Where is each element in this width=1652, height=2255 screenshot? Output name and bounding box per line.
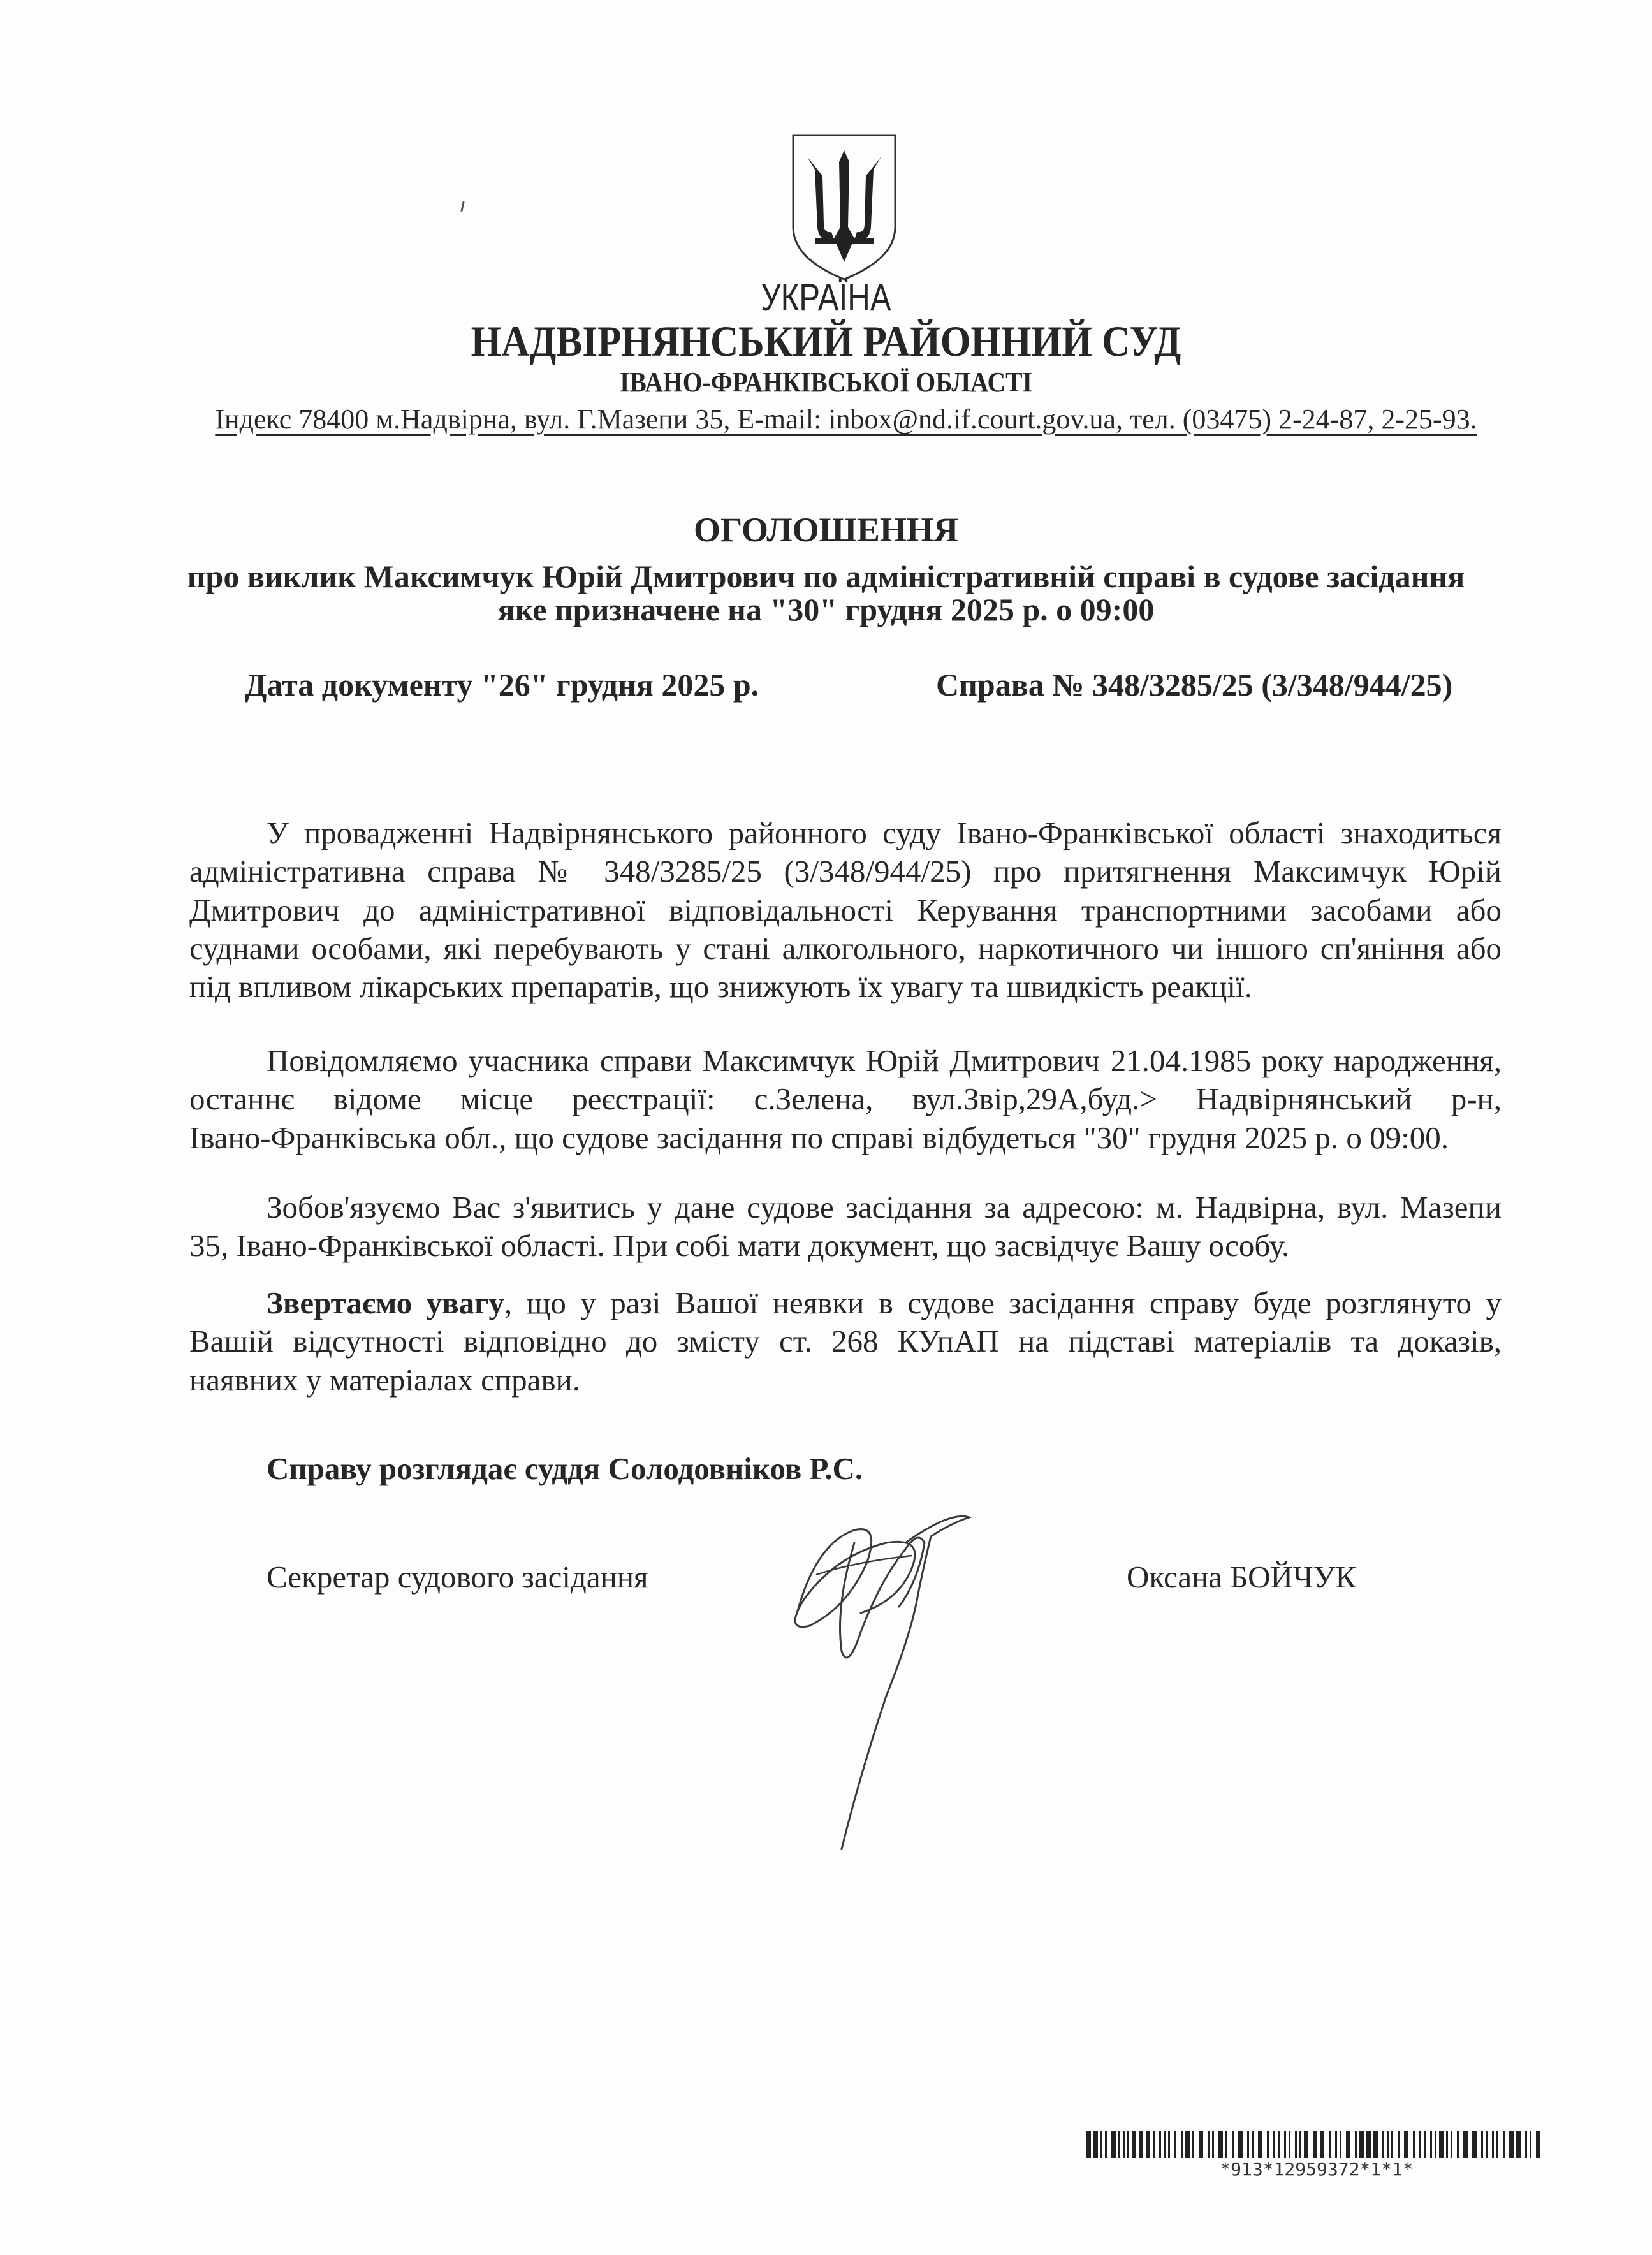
coat-of-arms-trident-icon bbox=[789, 131, 899, 282]
barcode-bar bbox=[1232, 2131, 1234, 2158]
barcode-bar bbox=[1174, 2131, 1176, 2158]
case-number: Справа № 348/3285/25 (3/348/944/25) bbox=[936, 667, 1453, 703]
text-line: суднами особами, які перебувають у стані алкогольного, наркотичного чи іншого сп'яніння або bbox=[189, 930, 1502, 966]
barcode-bar bbox=[1185, 2131, 1190, 2158]
text-line: останнє відоме місце реєстрації: с.Зелена, вул.Звір,29А,буд.> Надвірнянський р-н, bbox=[189, 1081, 1502, 1117]
barcode-bar bbox=[1146, 2131, 1150, 2158]
barcode-bar bbox=[1355, 2131, 1357, 2158]
barcode-bar bbox=[1382, 2131, 1384, 2158]
barcode-bar bbox=[1398, 2131, 1400, 2158]
barcode-bar bbox=[1391, 2131, 1393, 2158]
barcode-bar bbox=[1192, 2131, 1194, 2158]
barcode-bar bbox=[1132, 2131, 1136, 2158]
barcode-bar bbox=[1492, 2131, 1494, 2158]
text-line: адміністративна справа № 348/3285/25 (3/348/944/25) про притягнення Максимчук Юрій bbox=[189, 854, 1502, 889]
barcode-bar bbox=[1430, 2131, 1432, 2158]
announcement-subtitle-2: яке призначене на "30" грудня 2025 р. о 09:00 bbox=[497, 592, 1155, 627]
text-line: У провадженні Надвірнянського районного суду Івано-Франківської області знаходиться bbox=[267, 815, 1502, 850]
paragraph-summons bbox=[189, 1188, 1502, 1266]
barcode-bar bbox=[1123, 2131, 1125, 2158]
text-line: 35, Івано-Франківської області. При собі мати документ, що засвідчує Вашу особу. bbox=[189, 1228, 1290, 1264]
barcode-bar bbox=[1252, 2131, 1254, 2158]
text-line: Повідомляємо учасника справи Максимчук Юрій Дмитрович 21.04.1985 року народження, bbox=[267, 1043, 1502, 1078]
barcode-bar bbox=[1127, 2131, 1129, 2158]
barcode-bar bbox=[1111, 2131, 1116, 2158]
court-address: Індекс 78400 м.Надвірна, вул. Г.Мазепи 35, E-mail: inbox@nd.if.court.gov.ua, тел. (03475) 2-24-87, 2-25-93. bbox=[215, 404, 1477, 435]
signer-role: Секретар судового засідання bbox=[267, 1559, 648, 1595]
barcode-bar bbox=[1530, 2131, 1531, 2158]
barcode-text: *913*12959372*1*1* bbox=[1220, 2159, 1414, 2180]
warning-emphasis: Звертаємо увагу bbox=[267, 1285, 504, 1320]
barcode-bar bbox=[1159, 2131, 1161, 2158]
barcode-bar bbox=[1413, 2131, 1415, 2158]
barcode-bar bbox=[1346, 2131, 1350, 2158]
barcode-bar bbox=[1446, 2131, 1448, 2158]
barcode-bar bbox=[1153, 2131, 1155, 2158]
text-line: наявних у матеріалах справи. bbox=[189, 1362, 580, 1398]
barcode-bar bbox=[1329, 2131, 1331, 2158]
announcement-title: ОГОЛОШЕННЯ bbox=[694, 511, 958, 549]
barcode-bar bbox=[1208, 2131, 1210, 2158]
barcode-bar bbox=[1278, 2131, 1280, 2158]
barcode-bar bbox=[1373, 2131, 1378, 2158]
barcode-bar bbox=[1516, 2131, 1521, 2158]
barcode-bar bbox=[1164, 2131, 1166, 2158]
barcode-bar bbox=[1284, 2131, 1286, 2158]
document-date: Дата документу "26" грудня 2025 р. bbox=[245, 667, 759, 703]
barcode-bar bbox=[1118, 2131, 1120, 2158]
court-region: ІВАНО-ФРАНКІВСЬКОЇ ОБЛАСТІ bbox=[620, 367, 1032, 398]
text-line: Зобов'язуємо Вас з'явитись у дане судове засідання за адресою: м. Надвірна, вул. Мазепи bbox=[267, 1190, 1502, 1225]
barcode bbox=[1086, 2131, 1547, 2158]
country-heading: УКРАЇНА bbox=[761, 276, 891, 319]
barcode-bar bbox=[1273, 2131, 1275, 2158]
barcode-bar bbox=[1105, 2131, 1107, 2158]
barcode-bar bbox=[1139, 2131, 1143, 2158]
barcode-bar bbox=[1238, 2131, 1243, 2158]
barcode-bar bbox=[1299, 2131, 1301, 2158]
barcode-bar bbox=[1419, 2131, 1421, 2158]
barcode-bar bbox=[1267, 2131, 1269, 2158]
barcode-bar bbox=[1496, 2131, 1498, 2158]
barcode-bar bbox=[1199, 2131, 1203, 2158]
barcode-bar bbox=[1295, 2131, 1297, 2158]
barcode-bar bbox=[1258, 2131, 1262, 2158]
barcode-bar bbox=[1463, 2131, 1468, 2158]
barcode-bar bbox=[1503, 2131, 1505, 2158]
barcode-bar bbox=[1481, 2131, 1483, 2158]
barcode-bar bbox=[1472, 2131, 1477, 2158]
barcode-bar bbox=[1424, 2131, 1426, 2158]
text-line: під впливом лікарських препаратів, що знижують їх увагу та швидкість реакції. bbox=[189, 969, 1252, 1005]
court-name: НАДВІРНЯНСЬКИЙ РАЙОННИЙ СУД bbox=[471, 317, 1181, 365]
barcode-bar bbox=[1247, 2131, 1249, 2158]
barcode-bar bbox=[1387, 2131, 1389, 2158]
barcode-bar bbox=[1181, 2131, 1183, 2158]
barcode-bar bbox=[1100, 2131, 1102, 2158]
barcode-bar bbox=[1359, 2131, 1364, 2158]
handwritten-signature bbox=[759, 1505, 1014, 1862]
barcode-bar bbox=[1536, 2131, 1540, 2158]
barcode-bar bbox=[1366, 2131, 1371, 2158]
barcode-bar bbox=[1168, 2131, 1170, 2158]
barcode-bar bbox=[1457, 2131, 1459, 2158]
barcode-bar bbox=[1320, 2131, 1324, 2158]
barcode-bar bbox=[1404, 2131, 1408, 2158]
text-line: Івано-Франківська обл., що судове засідання по справі відбудеться "30" грудня 2025 р. о 09:00. bbox=[189, 1120, 1449, 1155]
barcode-bar bbox=[1304, 2131, 1308, 2158]
scan-mark bbox=[460, 201, 464, 212]
paragraph-notification bbox=[189, 1042, 1502, 1157]
barcode-bar bbox=[1451, 2131, 1452, 2158]
barcode-bar bbox=[1093, 2131, 1098, 2158]
text-fragment: , що у разі Вашої неявки в судове засідання справу буде розглянуто у bbox=[504, 1285, 1502, 1320]
barcode-bar bbox=[1212, 2131, 1214, 2158]
barcode-bar bbox=[1335, 2131, 1337, 2158]
text-line: Вашій відсутності відповідно до змісту ст. 268 КУпАП на підставі матеріалів та доказів, bbox=[189, 1324, 1502, 1359]
barcode-bar bbox=[1340, 2131, 1341, 2158]
barcode-bar bbox=[1218, 2131, 1223, 2158]
barcode-bar bbox=[1439, 2131, 1444, 2158]
barcode-bar bbox=[1289, 2131, 1290, 2158]
barcode-bar bbox=[1486, 2131, 1488, 2158]
barcode-bar bbox=[1435, 2131, 1436, 2158]
barcode-bar bbox=[1509, 2131, 1514, 2158]
paragraph-warning bbox=[189, 1284, 1502, 1399]
barcode-bar bbox=[1086, 2131, 1091, 2158]
text-line bbox=[189, 1284, 1502, 1322]
paragraph-proceedings bbox=[189, 814, 1502, 1006]
barcode-bar bbox=[1525, 2131, 1527, 2158]
barcode-bar bbox=[1313, 2131, 1317, 2158]
announcement-subtitle-1: про виклик Максимчук Юрій Дмитрович по адміністративній справі в судове засідання bbox=[187, 558, 1465, 594]
judge-line: Справу розглядає суддя Солодовніков Р.С. bbox=[267, 1451, 863, 1486]
barcode-bar bbox=[1225, 2131, 1227, 2158]
text-line: Дмитрович до адміністративної відповідальності Керування транспортними засобами або bbox=[189, 892, 1502, 928]
signer-name: Оксана БОЙЧУК bbox=[1127, 1559, 1357, 1595]
